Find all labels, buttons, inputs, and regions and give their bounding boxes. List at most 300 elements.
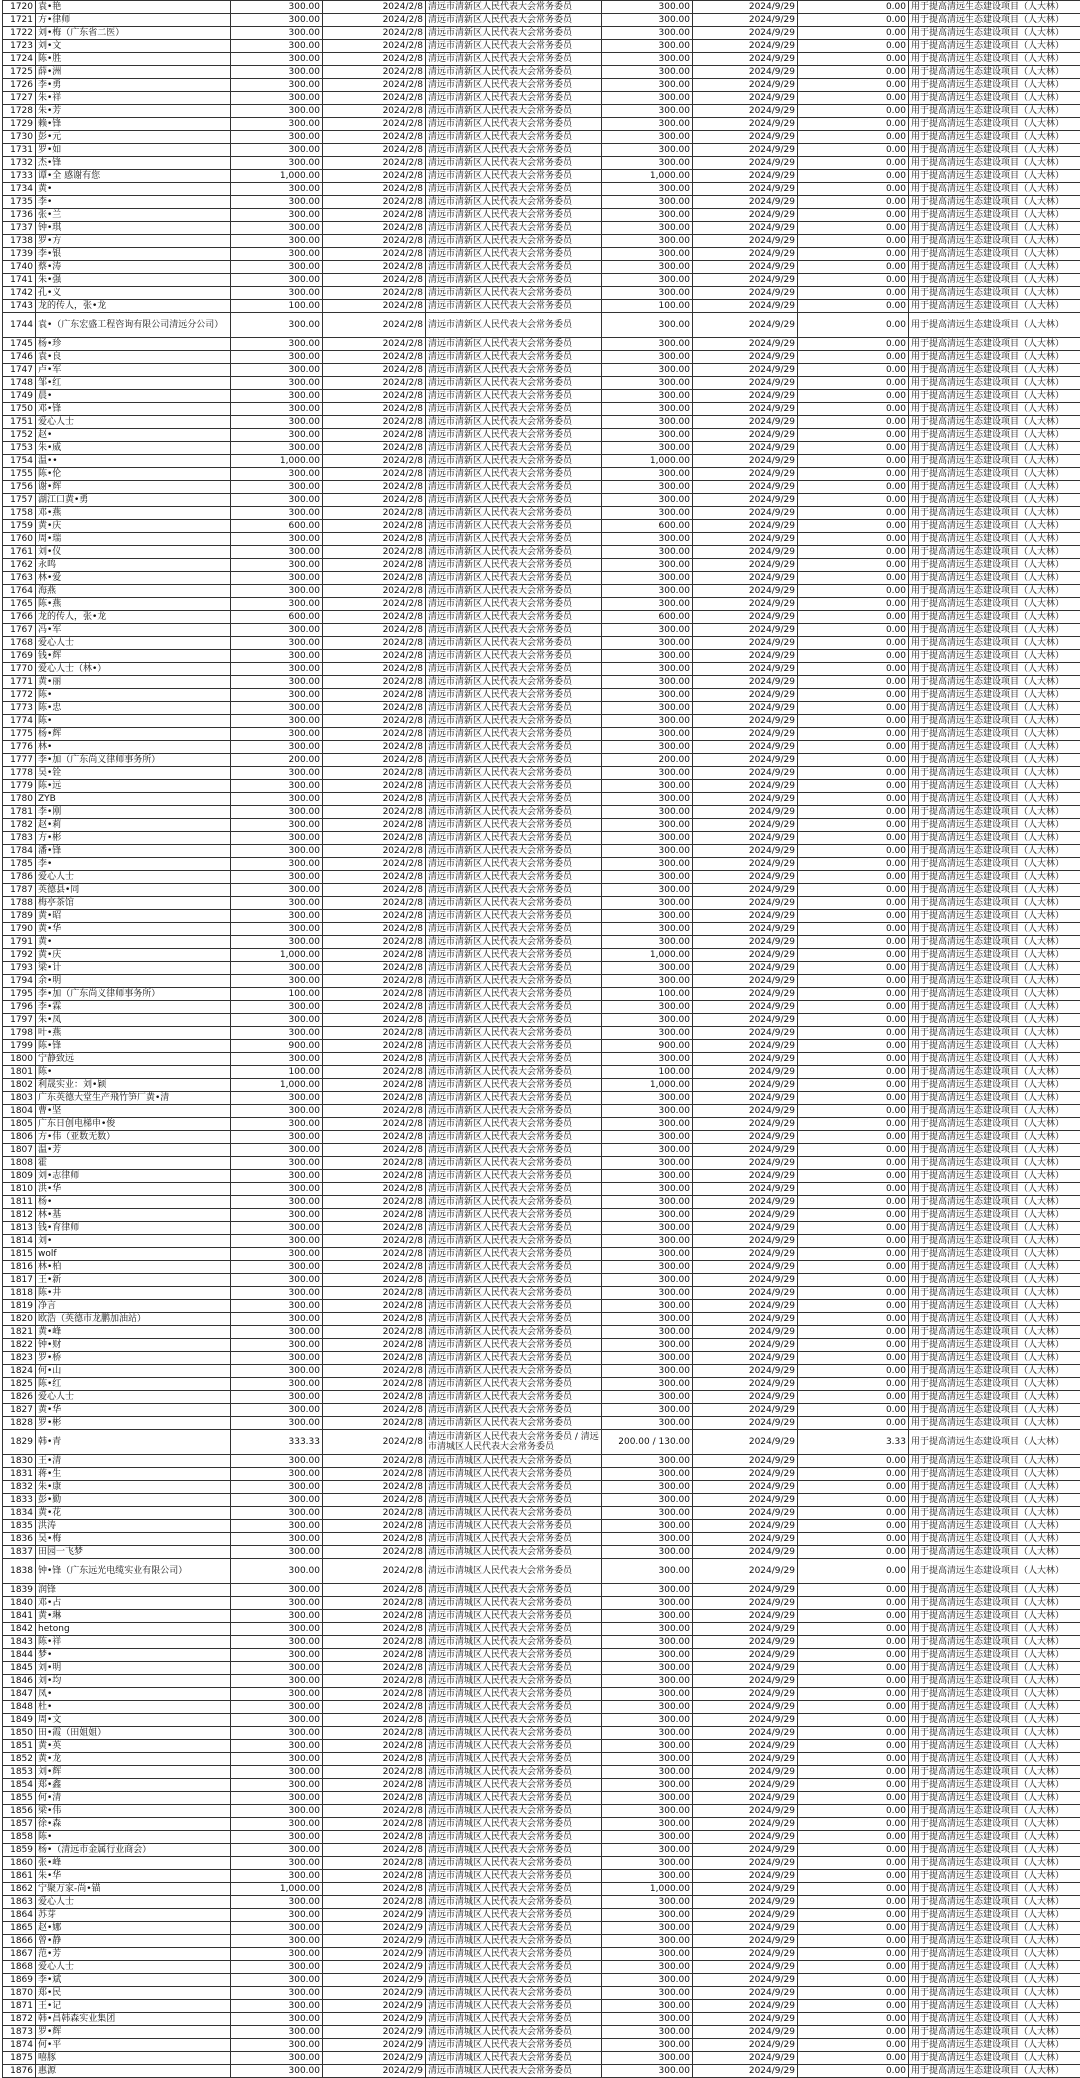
recipient-unit-cell: 清远市清新区人民代表大会常务委员 [426, 871, 602, 884]
donation-date-cell: 2024/2/8 [323, 1313, 426, 1326]
allocation-date-cell: 2024/9/29 [693, 261, 798, 274]
balance-cell: 0.00 [798, 559, 909, 572]
recipient-unit-cell: 清远市清新区人民代表大会常务委员 [426, 1131, 602, 1144]
donor-name-cell: 袁•良 [36, 351, 231, 364]
allocation-date-cell: 2024/9/29 [693, 1131, 798, 1144]
donation-amount-cell: 300.00 [231, 884, 323, 897]
donation-amount-cell: 300.00 [231, 1014, 323, 1027]
row-number-cell: 1857 [3, 1818, 36, 1831]
balance-cell: 0.00 [798, 676, 909, 689]
purpose-cell: 用于提高清远生态建设项目（人大林） [909, 1365, 1080, 1378]
donation-amount-cell: 300.00 [231, 1546, 323, 1559]
donor-name-cell: 黄•丽 [36, 676, 231, 689]
recipient-unit-cell: 清远市清城区人民代表大会常务委员 [426, 1520, 602, 1533]
table-row [3, 533, 1080, 546]
table-row [3, 364, 1080, 377]
table-row [3, 949, 1080, 962]
allocation-date-cell: 2024/9/29 [693, 1922, 798, 1935]
purpose-cell: 用于提高清远生态建设项目（人大林） [909, 1079, 1080, 1092]
table-row [3, 2026, 1080, 2039]
allocation-date-cell: 2024/9/29 [693, 1662, 798, 1675]
recipient-unit-cell: 清远市清新区人民代表大会常务委员 [426, 196, 602, 209]
donation-amount-cell: 300.00 [231, 1209, 323, 1222]
table-row [3, 66, 1080, 79]
recipient-unit-cell: 清远市清新区人民代表大会常务委员 [426, 923, 602, 936]
table-row [3, 1066, 1080, 1079]
purpose-cell: 用于提高清远生态建设项目（人大林） [909, 27, 1080, 40]
table-row [3, 728, 1080, 741]
donation-date-cell: 2024/2/8 [323, 1209, 426, 1222]
donation-amount-cell: 300.00 [231, 1274, 323, 1287]
purpose-cell: 用于提高清远生态建设项目（人大林） [909, 14, 1080, 27]
donor-name-cell: 陈•祥 [36, 1636, 231, 1649]
donation-amount-cell: 300.00 [231, 1261, 323, 1274]
donation-amount-cell: 300.00 [231, 338, 323, 351]
row-number-cell: 1772 [3, 689, 36, 702]
balance-cell: 0.00 [798, 780, 909, 793]
purpose-cell: 用于提高清远生态建设项目（人大林） [909, 1105, 1080, 1118]
allocated-amount-cell: 300.00 [602, 377, 693, 390]
recipient-unit-cell: 清远市清新区人民代表大会常务委员 [426, 131, 602, 144]
balance-cell: 0.00 [798, 274, 909, 287]
allocation-date-cell: 2024/9/29 [693, 1610, 798, 1623]
donor-name-cell: 钟•琪 [36, 222, 231, 235]
purpose-cell: 用于提高清远生态建设项目（人大林） [909, 1339, 1080, 1352]
allocated-amount-cell: 300.00 [602, 313, 693, 338]
donor-name-cell: 徐•森 [36, 1818, 231, 1831]
donation-amount-cell: 300.00 [231, 897, 323, 910]
donation-date-cell: 2024/2/8 [323, 261, 426, 274]
allocation-date-cell: 2024/9/29 [693, 1391, 798, 1404]
allocated-amount-cell: 300.00 [602, 1326, 693, 1339]
donor-name-cell: 陈• [36, 715, 231, 728]
row-number-cell: 1876 [3, 2065, 36, 2078]
allocation-date-cell: 2024/9/29 [693, 1740, 798, 1753]
allocated-amount-cell: 1,000.00 [602, 170, 693, 183]
table-row [3, 2065, 1080, 2078]
donor-name-cell: 刘•梅（广东省二医） [36, 27, 231, 40]
row-number-cell: 1834 [3, 1507, 36, 1520]
donation-date-cell: 2024/2/8 [323, 1222, 426, 1235]
donor-name-cell: 刘•均 [36, 1675, 231, 1688]
recipient-unit-cell: 清远市清城区人民代表大会常务委员 [426, 1455, 602, 1468]
donation-date-cell: 2024/2/8 [323, 455, 426, 468]
balance-cell: 0.00 [798, 871, 909, 884]
donor-name-cell: 薛•洲 [36, 66, 231, 79]
row-number-cell: 1796 [3, 1001, 36, 1014]
recipient-unit-cell: 清远市清新区人民代表大会常务委员 [426, 1417, 602, 1430]
donation-date-cell: 2024/2/8 [323, 533, 426, 546]
recipient-unit-cell: 清远市清新区人民代表大会常务委员 [426, 845, 602, 858]
row-number-cell: 1778 [3, 767, 36, 780]
allocated-amount-cell: 300.00 [602, 858, 693, 871]
row-number-cell: 1753 [3, 442, 36, 455]
donor-name-cell: 方•伟（亚数无数） [36, 1131, 231, 1144]
row-number-cell: 1728 [3, 105, 36, 118]
row-number-cell: 1726 [3, 79, 36, 92]
table-row [3, 1922, 1080, 1935]
donation-amount-cell: 300.00 [231, 1792, 323, 1805]
allocated-amount-cell: 300.00 [602, 1339, 693, 1352]
donor-name-cell: 黄•英 [36, 1740, 231, 1753]
donation-date-cell: 2024/2/8 [323, 1261, 426, 1274]
donation-amount-cell: 300.00 [231, 1779, 323, 1792]
purpose-cell: 用于提高清远生态建设项目（人大林） [909, 455, 1080, 468]
allocated-amount-cell: 300.00 [602, 1183, 693, 1196]
allocation-date-cell: 2024/9/29 [693, 1455, 798, 1468]
row-number-cell: 1720 [3, 1, 36, 14]
row-number-cell: 1788 [3, 897, 36, 910]
allocation-date-cell: 2024/9/29 [693, 1714, 798, 1727]
allocation-date-cell: 2024/9/29 [693, 14, 798, 27]
row-number-cell: 1823 [3, 1352, 36, 1365]
donor-name-cell: 方•律师 [36, 14, 231, 27]
table-row [3, 1662, 1080, 1675]
table-row [3, 1378, 1080, 1391]
table-row [3, 338, 1080, 351]
donation-amount-cell: 1,000.00 [231, 1079, 323, 1092]
purpose-cell: 用于提高清远生态建设项目（人大林） [909, 131, 1080, 144]
row-number-cell: 1746 [3, 351, 36, 364]
donation-amount-cell: 300.00 [231, 728, 323, 741]
donation-amount-cell: 300.00 [231, 715, 323, 728]
allocation-date-cell: 2024/9/29 [693, 1857, 798, 1870]
allocated-amount-cell: 300.00 [602, 494, 693, 507]
row-number-cell: 1826 [3, 1391, 36, 1404]
allocated-amount-cell: 300.00 [602, 1391, 693, 1404]
allocation-date-cell: 2024/9/29 [693, 377, 798, 390]
donation-amount-cell: 300.00 [231, 1597, 323, 1610]
balance-cell: 0.00 [798, 79, 909, 92]
table-row [3, 546, 1080, 559]
donation-date-cell: 2024/2/8 [323, 287, 426, 300]
table-row [3, 793, 1080, 806]
donation-amount-cell: 300.00 [231, 429, 323, 442]
donation-amount-cell: 300.00 [231, 1092, 323, 1105]
donation-amount-cell: 300.00 [231, 2026, 323, 2039]
donation-date-cell: 2024/2/8 [323, 936, 426, 949]
table-row [3, 910, 1080, 923]
balance-cell: 0.00 [798, 183, 909, 196]
row-number-cell: 1868 [3, 1961, 36, 1974]
purpose-cell: 用于提高清远生态建设项目（人大林） [909, 92, 1080, 105]
purpose-cell: 用于提高清远生态建设项目（人大林） [909, 1727, 1080, 1740]
donation-date-cell: 2024/2/8 [323, 1157, 426, 1170]
balance-cell: 0.00 [798, 1417, 909, 1430]
donor-name-cell: 袁•艳 [36, 1, 231, 14]
donor-name-cell: 嘻豚 [36, 2052, 231, 2065]
donation-date-cell: 2024/2/8 [323, 1352, 426, 1365]
allocation-date-cell: 2024/9/29 [693, 832, 798, 845]
donation-amount-cell: 300.00 [231, 871, 323, 884]
balance-cell: 0.00 [798, 1636, 909, 1649]
donation-amount-cell: 300.00 [231, 1001, 323, 1014]
recipient-unit-cell: 清远市清新区人民代表大会常务委员 [426, 1027, 602, 1040]
donation-date-cell: 2024/2/8 [323, 910, 426, 923]
donor-name-cell: 霍 [36, 1157, 231, 1170]
allocated-amount-cell: 300.00 [602, 1378, 693, 1391]
row-number-cell: 1832 [3, 1481, 36, 1494]
purpose-cell: 用于提高清远生态建设项目（人大林） [909, 1520, 1080, 1533]
purpose-cell: 用于提高清远生态建设项目（人大林） [909, 1922, 1080, 1935]
donor-name-cell: 英德县•同 [36, 884, 231, 897]
table-row [3, 1779, 1080, 1792]
donation-date-cell: 2024/2/8 [323, 1701, 426, 1714]
donor-name-cell: 陈• [36, 1066, 231, 1079]
row-number-cell: 1852 [3, 1753, 36, 1766]
donor-name-cell: 赵•娜 [36, 1922, 231, 1935]
allocation-date-cell: 2024/9/29 [693, 819, 798, 832]
donor-name-cell: 郑•民 [36, 1987, 231, 2000]
allocated-amount-cell: 300.00 [602, 1520, 693, 1533]
donation-date-cell: 2024/2/8 [323, 196, 426, 209]
row-number-cell: 1784 [3, 845, 36, 858]
row-number-cell: 1765 [3, 598, 36, 611]
recipient-unit-cell: 清远市清新区人民代表大会常务委员 [426, 313, 602, 338]
table-row [3, 936, 1080, 949]
balance-cell: 0.00 [798, 663, 909, 676]
allocated-amount-cell: 300.00 [602, 1688, 693, 1701]
allocated-amount-cell: 300.00 [602, 832, 693, 845]
allocation-date-cell: 2024/9/29 [693, 949, 798, 962]
purpose-cell: 用于提高清远生态建设项目（人大林） [909, 1844, 1080, 1857]
balance-cell: 0.00 [798, 546, 909, 559]
purpose-cell: 用于提高清远生态建设项目（人大林） [909, 79, 1080, 92]
recipient-unit-cell: 清远市清新区人民代表大会常务委员 [426, 364, 602, 377]
purpose-cell: 用于提高清远生态建设项目（人大林） [909, 598, 1080, 611]
table-row [3, 1974, 1080, 1987]
purpose-cell: 用于提高清远生态建设项目（人大林） [909, 287, 1080, 300]
donation-amount-cell: 300.00 [231, 261, 323, 274]
table-row [3, 2013, 1080, 2026]
table-row [3, 1533, 1080, 1546]
table-row [3, 624, 1080, 637]
donor-name-cell: 杨• [36, 1196, 231, 1209]
table-row [3, 429, 1080, 442]
purpose-cell: 用于提高清远生态建设项目（人大林） [909, 572, 1080, 585]
purpose-cell: 用于提高清远生态建设项目（人大林） [909, 1261, 1080, 1274]
donation-amount-cell: 300.00 [231, 1144, 323, 1157]
purpose-cell: 用于提高清远生态建设项目（人大林） [909, 1584, 1080, 1597]
purpose-cell: 用于提高清远生态建设项目（人大林） [909, 1378, 1080, 1391]
recipient-unit-cell: 清远市清城区人民代表大会常务委员 [426, 1792, 602, 1805]
allocated-amount-cell: 300.00 [602, 1053, 693, 1066]
donation-amount-cell: 300.00 [231, 1404, 323, 1417]
allocation-date-cell: 2024/9/29 [693, 1092, 798, 1105]
purpose-cell: 用于提高清远生态建设项目（人大林） [909, 676, 1080, 689]
donor-name-cell: 温•芳 [36, 1144, 231, 1157]
allocation-date-cell: 2024/9/29 [693, 1196, 798, 1209]
donation-date-cell: 2024/2/8 [323, 1662, 426, 1675]
table-row [3, 1481, 1080, 1494]
donation-date-cell: 2024/2/8 [323, 222, 426, 235]
table-row [3, 1987, 1080, 2000]
allocated-amount-cell: 300.00 [602, 1779, 693, 1792]
donor-name-cell: 卢•军 [36, 364, 231, 377]
row-number-cell: 1870 [3, 1987, 36, 2000]
donor-name-cell: 梅亭茶馆 [36, 897, 231, 910]
donor-name-cell: 罗•彬 [36, 1417, 231, 1430]
donation-amount-cell: 300.00 [231, 157, 323, 170]
recipient-unit-cell: 清远市清新区人民代表大会常务委员 [426, 559, 602, 572]
allocated-amount-cell: 300.00 [602, 910, 693, 923]
balance-cell: 0.00 [798, 1546, 909, 1559]
donation-amount-cell: 300.00 [231, 1740, 323, 1753]
balance-cell: 0.00 [798, 897, 909, 910]
donation-table [2, 0, 1080, 2078]
donor-name-cell: 爱心人士 [36, 637, 231, 650]
balance-cell: 0.00 [798, 598, 909, 611]
recipient-unit-cell: 清远市清城区人民代表大会常务委员 [426, 1688, 602, 1701]
row-number-cell: 1806 [3, 1131, 36, 1144]
balance-cell: 0.00 [798, 1559, 909, 1584]
purpose-cell: 用于提高清远生态建设项目（人大林） [909, 1430, 1080, 1455]
donation-amount-cell: 300.00 [231, 1533, 323, 1546]
allocated-amount-cell: 300.00 [602, 793, 693, 806]
table-row [3, 1092, 1080, 1105]
recipient-unit-cell: 清远市清新区人民代表大会常务委员 [426, 338, 602, 351]
donor-name-cell: 吴•铨 [36, 767, 231, 780]
balance-cell: 0.00 [798, 248, 909, 261]
donation-amount-cell: 1,000.00 [231, 170, 323, 183]
donation-date-cell: 2024/2/8 [323, 1066, 426, 1079]
purpose-cell: 用于提高清远生态建设项目（人大林） [909, 1974, 1080, 1987]
balance-cell: 0.00 [798, 235, 909, 248]
allocated-amount-cell: 300.00 [602, 1248, 693, 1261]
donation-date-cell: 2024/2/8 [323, 481, 426, 494]
balance-cell: 0.00 [798, 1779, 909, 1792]
allocation-date-cell: 2024/9/29 [693, 1313, 798, 1326]
donation-date-cell: 2024/2/8 [323, 1636, 426, 1649]
table-row [3, 858, 1080, 871]
donation-amount-cell: 300.00 [231, 1948, 323, 1961]
allocated-amount-cell: 300.00 [602, 1844, 693, 1857]
row-number-cell: 1736 [3, 209, 36, 222]
balance-cell: 0.00 [798, 702, 909, 715]
balance-cell: 0.00 [798, 2026, 909, 2039]
recipient-unit-cell: 清远市清新区人民代表大会常务委员 [426, 910, 602, 923]
donor-name-cell: 黄•华 [36, 923, 231, 936]
allocated-amount-cell: 300.00 [602, 884, 693, 897]
donation-amount-cell: 300.00 [231, 14, 323, 27]
table-row [3, 611, 1080, 624]
row-number-cell: 1800 [3, 1053, 36, 1066]
recipient-unit-cell: 清远市清城区人民代表大会常务委员 [426, 1714, 602, 1727]
balance-cell: 0.00 [798, 715, 909, 728]
recipient-unit-cell: 清远市清新区人民代表大会常务委员 [426, 222, 602, 235]
donation-date-cell: 2024/2/8 [323, 300, 426, 313]
donation-amount-cell: 300.00 [231, 390, 323, 403]
donation-amount-cell: 300.00 [231, 1636, 323, 1649]
donor-name-cell: 邓•燕 [36, 507, 231, 520]
recipient-unit-cell: 清远市清新区人民代表大会常务委员 [426, 455, 602, 468]
donation-date-cell: 2024/2/8 [323, 832, 426, 845]
row-number-cell: 1818 [3, 1287, 36, 1300]
table-row [3, 1701, 1080, 1714]
donor-name-cell: 黄•庆 [36, 520, 231, 533]
donation-date-cell: 2024/2/8 [323, 1014, 426, 1027]
balance-cell: 0.00 [798, 1144, 909, 1157]
row-number-cell: 1759 [3, 520, 36, 533]
purpose-cell: 用于提高清远生态建设项目（人大林） [909, 520, 1080, 533]
row-number-cell: 1794 [3, 975, 36, 988]
recipient-unit-cell: 清远市清城区人民代表大会常务委员 [426, 1559, 602, 1584]
allocated-amount-cell: 300.00 [602, 1870, 693, 1883]
balance-cell: 0.00 [798, 1027, 909, 1040]
donation-amount-cell: 300.00 [231, 1974, 323, 1987]
donor-name-cell: 陈•胜 [36, 53, 231, 66]
allocated-amount-cell: 300.00 [602, 1157, 693, 1170]
donor-name-cell: 李• [36, 196, 231, 209]
balance-cell: 0.00 [798, 2000, 909, 2013]
table-row [3, 897, 1080, 910]
table-row [3, 105, 1080, 118]
recipient-unit-cell: 清远市清城区人民代表大会常务委员 [426, 2026, 602, 2039]
table-row [3, 144, 1080, 157]
donation-date-cell: 2024/2/8 [323, 1714, 426, 1727]
recipient-unit-cell: 清远市清城区人民代表大会常务委员 [426, 1935, 602, 1948]
donor-name-cell: 蔡•涛 [36, 261, 231, 274]
purpose-cell: 用于提高清远生态建设项目（人大林） [909, 1001, 1080, 1014]
donation-date-cell: 2024/2/8 [323, 1001, 426, 1014]
recipient-unit-cell: 清远市清新区人民代表大会常务委员 [426, 79, 602, 92]
balance-cell: 0.00 [798, 1584, 909, 1597]
allocated-amount-cell: 300.00 [602, 1546, 693, 1559]
donation-amount-cell: 300.00 [231, 53, 323, 66]
balance-cell: 0.00 [798, 105, 909, 118]
allocation-date-cell: 2024/9/29 [693, 702, 798, 715]
donation-date-cell: 2024/2/8 [323, 1170, 426, 1183]
allocation-date-cell: 2024/9/29 [693, 1157, 798, 1170]
donation-date-cell: 2024/2/8 [323, 767, 426, 780]
donation-date-cell: 2024/2/8 [323, 1468, 426, 1481]
donation-date-cell: 2024/2/8 [323, 66, 426, 79]
allocated-amount-cell: 300.00 [602, 715, 693, 728]
donation-amount-cell: 300.00 [231, 1468, 323, 1481]
table-row [3, 1909, 1080, 1922]
balance-cell: 0.00 [798, 416, 909, 429]
purpose-cell: 用于提高清远生态建设项目（人大林） [909, 53, 1080, 66]
allocation-date-cell: 2024/9/29 [693, 936, 798, 949]
recipient-unit-cell: 清远市清新区人民代表大会常务委员 [426, 767, 602, 780]
donation-amount-cell: 300.00 [231, 1455, 323, 1468]
allocation-date-cell: 2024/9/29 [693, 1909, 798, 1922]
balance-cell: 0.00 [798, 92, 909, 105]
table-row [3, 1597, 1080, 1610]
table-row [3, 1404, 1080, 1417]
allocated-amount-cell: 300.00 [602, 533, 693, 546]
donor-name-cell: 朱•华 [36, 1870, 231, 1883]
table-row [3, 351, 1080, 364]
allocation-date-cell: 2024/9/29 [693, 222, 798, 235]
allocated-amount-cell: 300.00 [602, 1261, 693, 1274]
donation-amount-cell: 300.00 [231, 546, 323, 559]
table-row [3, 1430, 1080, 1455]
balance-cell: 3.33 [798, 1430, 909, 1455]
recipient-unit-cell: 清远市清新区人民代表大会常务委员 [426, 261, 602, 274]
donor-name-cell: 邓•锋 [36, 403, 231, 416]
allocated-amount-cell: 300.00 [602, 871, 693, 884]
balance-cell: 0.00 [798, 845, 909, 858]
donation-date-cell: 2024/2/9 [323, 2000, 426, 2013]
recipient-unit-cell: 清远市清新区人民代表大会常务委员 [426, 40, 602, 53]
donor-name-cell: 叶•燕 [36, 1027, 231, 1040]
table-row [3, 2052, 1080, 2065]
table-row [3, 455, 1080, 468]
allocated-amount-cell: 300.00 [602, 2065, 693, 2078]
donation-amount-cell: 300.00 [231, 144, 323, 157]
balance-cell: 0.00 [798, 988, 909, 1001]
